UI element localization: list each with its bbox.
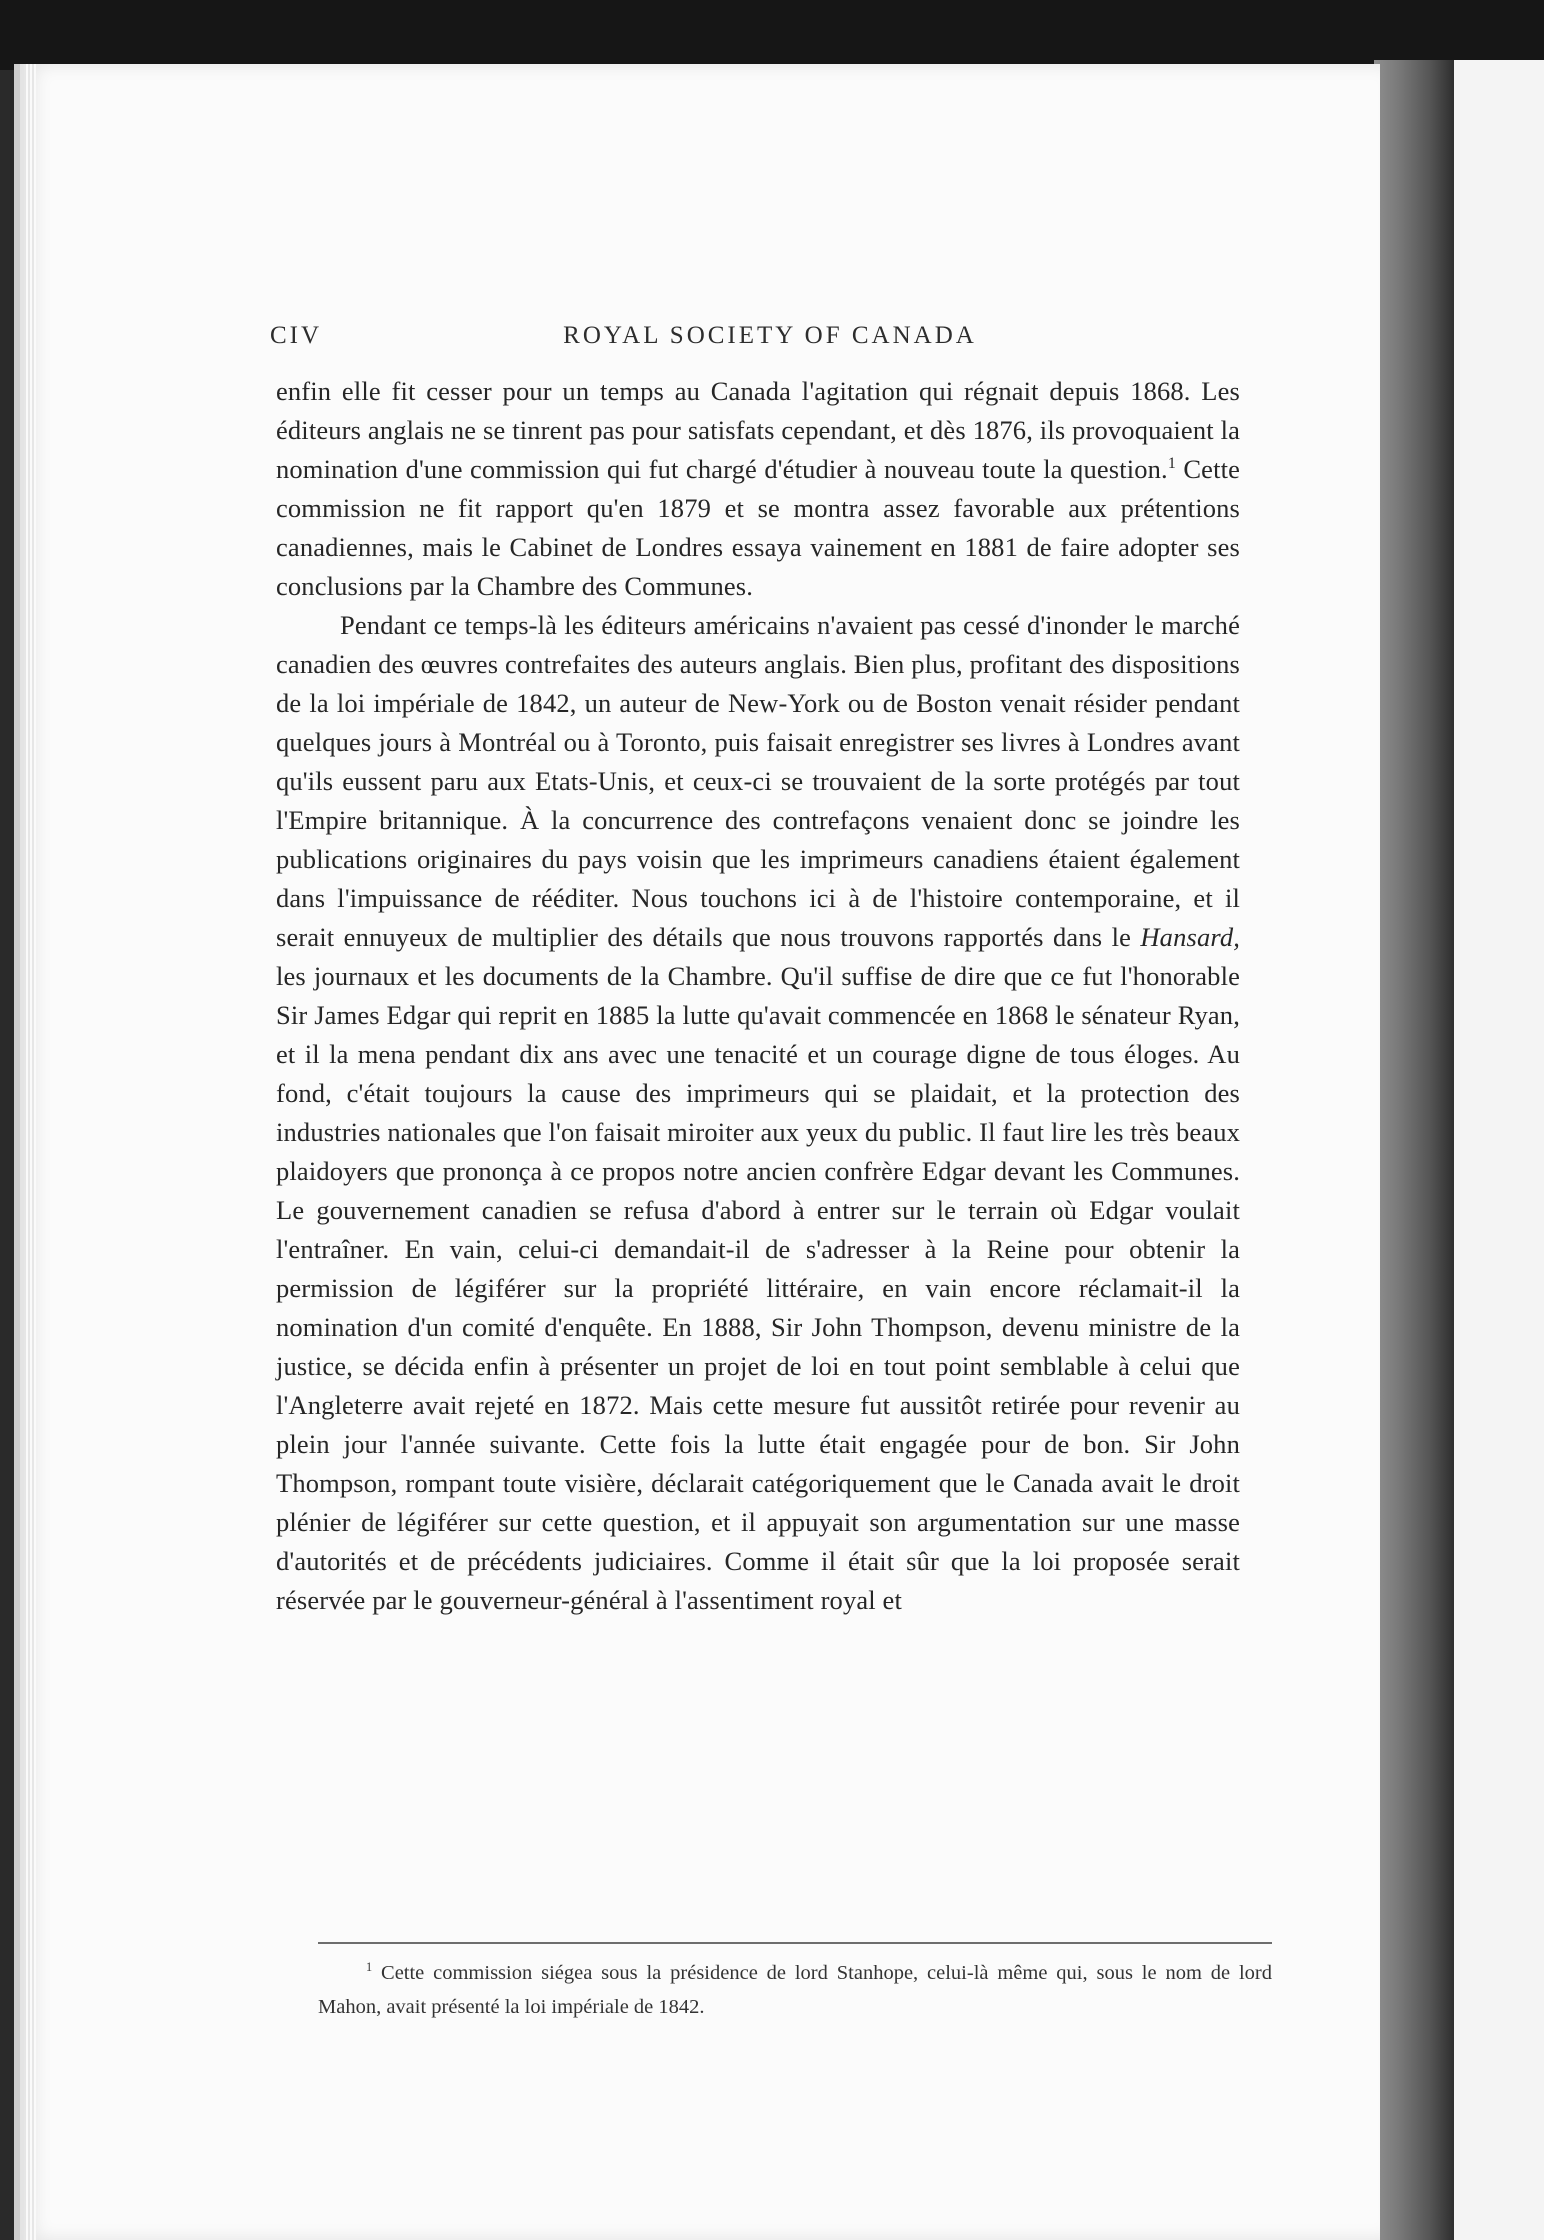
body-text — [276, 372, 1240, 1620]
paragraph-2-text-b: les journaux et les documents de la Chambre. Qu'il suffise de dire que ce fut l'honorable Sir James Edgar qui reprit en 1885 la lutte qu'avait commencée en 1868 le sénateur Ryan, et il la mena pendant dix ans avec une tenacité et un courage digne de tous éloges. Au fond, c'était toujours la cause des imprimeurs qui se plaidait, et la protection des industries nationales que l'on faisait miroiter aux yeux du public. Il faut lire les très beaux plaidoyers que prononça à ce propos notre ancien confrère Edgar devant les Communes. Le gouvernement canadien se refusa d'abord à entrer sur le terrain où Edgar voulait l'entraîner. En vain, celui-ci demandait-il de s'adresser à la Reine pour obtenir la permission de légiférer sur la propriété littéraire, en vain encore réclamait-il la nomination d'un comité d'enquête. En 1888, Sir John Thompson, devenu ministre de la justice, se décida enfin à présenter un projet de loi en tout point semblable à celui que l'Angleterre avait rejeté en 1872. Mais cette mesure fut aussitôt retirée pour revenir au plein jour l'année suivante. Cette fois la lutte était engagée pour de bon. Sir John Thompson, rompant toute visière, déclarait catégoriquement que le Canada avait le droit plénier de légiférer sur cette question, et il appuyait son argumentation sur une masse d'autorités et de précédents judiciaires. Comme il était sûr que la loi proposée serait réservée par le gouverneur-général à l'assentiment royal et — [276, 961, 1240, 1615]
paragraph-2-text-a: Pendant ce temps-là les éditeurs américains n'avaient pas cessé d'inonder le marché canadien des œuvres contrefaites des auteurs anglais. Bien plus, profitant des dispositions de la loi impériale de 1842, un auteur de New-York ou de Boston venait résider pendant quelques jours à Montréal ou à Toronto, puis faisait enregistrer ses livres à Londres avant qu'ils eussent paru aux Etats-Unis, et ceux-ci se trouvaient de la sorte protégés par tout l'Empire britannique. À la concurrence des contrefaçons venaient donc se joindre les publications originaires du pays voisin que les imprimeurs canadiens étaient également dans l'impuissance de rééditer. Nous touchons ici à de l'histoire contemporaine, et il serait ennuyeux de multiplier des détails que nous trouvons rapportés dans le — [276, 610, 1240, 952]
running-head: ROYAL SOCIETY OF CANADA — [563, 322, 977, 349]
paragraph-1-end: Cette commission ne fit rapport qu'en 1879 et se montra assez favorable aux prétentions canadiennes, mais le Cabinet de Londres essaya vainement en 1881 de faire adopter ses conclusions par la Chambre des Communes. — [276, 454, 1241, 601]
footnote-text: Cette commission siégea sous la présidence de lord Stanhope, celui-là même qui, sous le nom de lord Mahon, avait présenté la loi impériale de 1842. — [318, 1962, 1272, 2018]
page-stack-edges — [24, 64, 36, 2240]
footnote-rule — [318, 1942, 1272, 1944]
paragraph-2 — [276, 606, 1240, 1620]
footnote-reference: 1 — [1167, 455, 1176, 473]
paragraph-1 — [276, 372, 1240, 606]
hansard-title: Hansard, — [1140, 922, 1240, 952]
facing-page-edge — [1454, 60, 1544, 2240]
page-header — [270, 322, 1270, 362]
footnote — [318, 1956, 1272, 2024]
scan-top-border — [0, 0, 1544, 70]
book-gutter-shadow — [1374, 60, 1454, 2240]
paragraph-1-text: enfin elle fit cesser pour un temps au Canada l'agitation qui régnait depuis 1868. Les éditeurs anglais ne se tinrent pas pour satisfats cependant, et dès 1876, ils provoquaient la nomination d'une commission qui fut chargé d'étudier à nouveau toute la question. — [276, 376, 1240, 484]
page-number: CIV — [270, 322, 323, 349]
footnote-marker: 1 — [366, 1960, 373, 1975]
